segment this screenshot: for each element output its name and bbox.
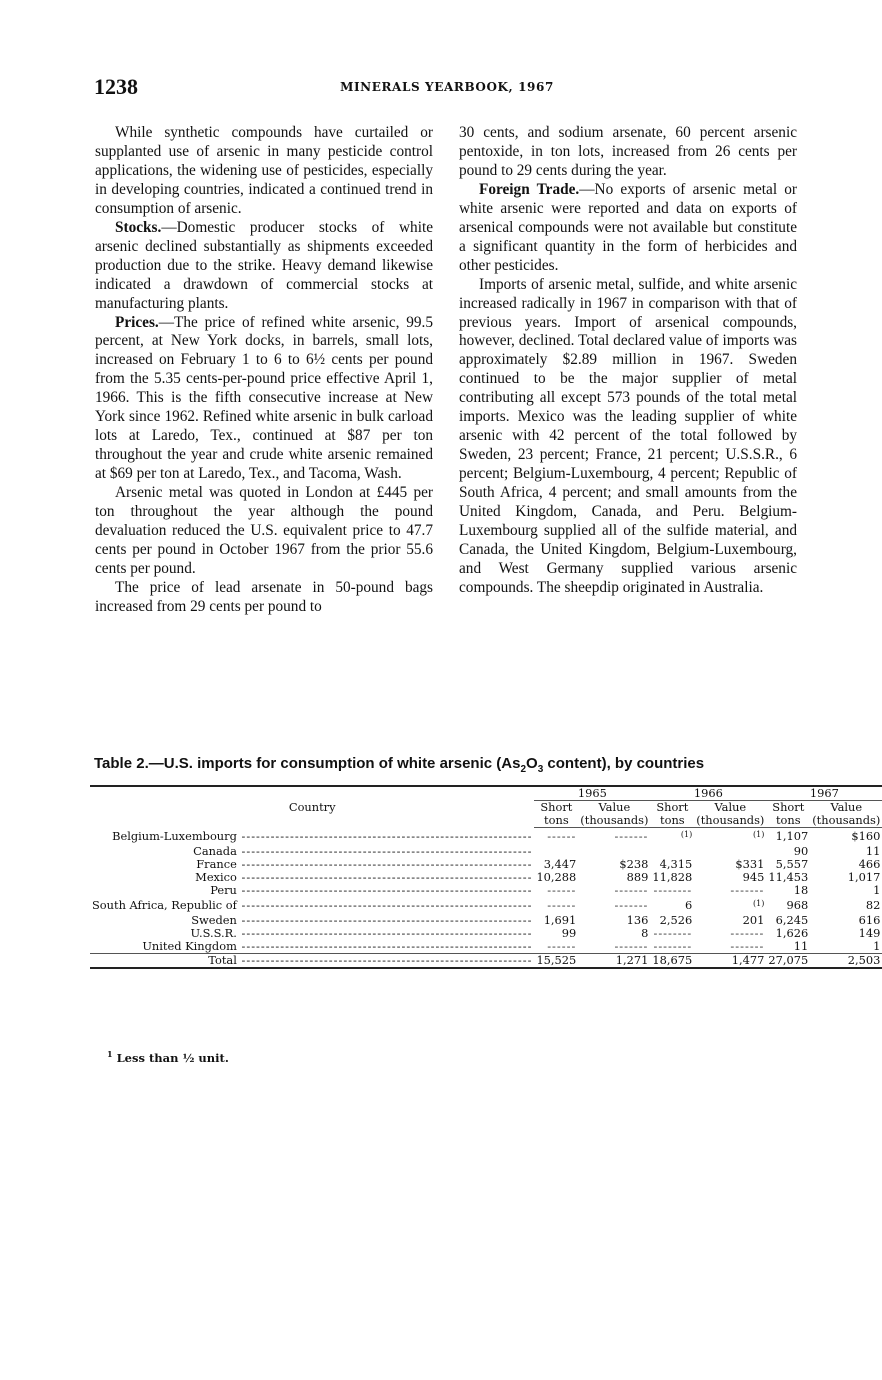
paragraph: 30 cents, and sodium arsenate, 60 percent arsenic pentoxide, in ton lots, increased from 26 cents per pound to 29 cents during the year. [459, 124, 797, 179]
table-cell: 889 [626, 869, 649, 884]
table-cell: 99 [561, 925, 577, 940]
table-row [90, 828, 882, 845]
short-tons-header: Short tons [534, 801, 578, 828]
running-title: MINERALS YEARBOOK, 1967 [340, 80, 554, 94]
country-cell: South Africa, Republic of ------------------------------------------------------------ [92, 897, 533, 912]
table-cell: 1,107 [775, 828, 809, 843]
paragraph [459, 181, 797, 276]
table-cell: 1 [873, 938, 881, 953]
table-cell: 1,691 [543, 912, 577, 927]
table-cell: 1,017 [847, 869, 881, 884]
country-cell: Sweden ------------------------------------------------------------ [191, 912, 533, 927]
country-name: South Africa, Republic of [92, 897, 237, 912]
paragraph: Arsenic metal was quoted in London at £445 per ton throughout the year although the pound devaluation reduced the U.S. equivalent price to 47.7 cents per pound in October 1967 from the prior 55.6 cents per pound. [95, 484, 433, 577]
table-cell: 6 [685, 897, 693, 912]
total-label: Total ------------------------------------------------------------ [90, 953, 534, 968]
table-cell: ------- [730, 925, 765, 940]
year-header: 1966 [650, 786, 766, 801]
table-cell: -------- [653, 938, 693, 953]
year-header: 1967 [766, 786, 882, 801]
short-tons-header: Short tons [766, 801, 810, 828]
table-cell: 149 [858, 925, 881, 940]
table-cell: ------ [547, 938, 577, 953]
total-cell: 15,525 [536, 952, 577, 967]
left-column [95, 124, 433, 617]
country-cell: U.S.S.R. ------------------------------------------------------------ [190, 925, 533, 940]
table-cell: ------ [547, 882, 577, 897]
country-cell: Peru ------------------------------------------------------------ [210, 882, 533, 897]
country-cell: Canada ------------------------------------------------------------ [193, 843, 533, 858]
paragraph: While synthetic compounds have curtailed or supplanted use of arsenic in many pesticide control applications, the widening use of pesticides, especially in developing countries, indicated a continued trend in consumption of arsenic. [95, 124, 433, 217]
total-cell: 18,675 [652, 952, 693, 967]
paragraph: The price of lead arsenate in 50-pound bags increased from 29 cents per pound to [95, 578, 433, 615]
country-column-header: Country [90, 786, 534, 828]
table-cell: 201 [742, 912, 765, 927]
right-column [459, 124, 797, 598]
country-cell: United Kingdom ------------------------------------------------------------ [142, 938, 533, 953]
table-cell: ------ [547, 897, 577, 912]
table-cell: -------- [653, 882, 693, 897]
table-cell: ------ [547, 828, 577, 843]
table-cell: 82 [865, 897, 881, 912]
table-cell: 11 [793, 938, 809, 953]
total-cell: 1,477 [694, 953, 766, 968]
table-cell: $160 [851, 828, 881, 843]
table-cell: 1,626 [775, 925, 809, 940]
paragraph-text: —No exports of arsenic metal or white arsenic were reported and data on exports of arsenical compounds were not available but constitute a significant quantity in the form of herbicides and other pesticides. [459, 180, 798, 274]
table-cell: 6,245 [775, 912, 809, 927]
table-cell: 11,828 [652, 869, 693, 884]
table-cell: 945 [742, 869, 765, 884]
table-cell: ------- [730, 938, 765, 953]
paragraph-text: —Domestic producer stocks of white arsenic declined substantially as shipments exceeded production due to the strike. Heavy demand likewise indicated a drawdown of commercial stocks at manufacturing plants. [95, 218, 433, 312]
value-header: Value (thousands) [696, 800, 765, 827]
table-cell [694, 845, 766, 858]
paragraph-text: —The price of refined white arsenic, 99.5 percent, at New York docks, in barrels, small lots, increased on February 1 to 6 to 6½ cents per pound from the 5.35 cents-per-pound price effective April 1, 1966. This is the fifth consecutive increase at New York since 1962. Refined white arsenic in bulk carload lots at Laredo, Tex., continued at $87 per ton throughout the year and crude white arsenic remained at $69 per ton at Laredo, Tex., and Tacoma, Wash. [95, 313, 433, 483]
value-header: Value (thousands) [812, 800, 881, 827]
country-cell: Belgium-Luxembourg ------------------------------------------------------------ [112, 828, 533, 843]
table-row [90, 940, 882, 954]
total-cell: 27,075 [768, 952, 809, 967]
table-cell: $331 [735, 856, 765, 871]
run-in-heading: Foreign Trade. [479, 180, 580, 198]
table-row [90, 897, 882, 914]
short-tons-header: Short tons [650, 801, 694, 828]
table-cell: ------- [614, 828, 649, 843]
table-cell: 11,453 [768, 869, 809, 884]
year-header: 1965 [534, 786, 650, 801]
run-in-heading: Prices. [115, 313, 159, 331]
total-cell: 2,503 [810, 953, 882, 968]
country-name: Belgium-Luxembourg [112, 828, 237, 843]
country-cell: France ------------------------------------------------------------ [196, 856, 533, 871]
value-header: Value (thousands) [580, 800, 649, 827]
run-in-heading: Stocks. [115, 218, 162, 236]
table-title: Table 2.—U.S. imports for consumption of white arsenic ($As_2O_3$ content), by countries [94, 755, 705, 775]
table-cell: $238 [619, 856, 649, 871]
table-cell: 968 [786, 897, 809, 912]
table-cell [650, 845, 694, 858]
country-name: United Kingdom [142, 938, 237, 953]
table-cell: 3,447 [543, 856, 577, 871]
table-cell: 136 [626, 912, 649, 927]
country-name: Sweden [191, 912, 237, 927]
country-name: France [196, 856, 237, 871]
table-cell: (1) [753, 830, 765, 839]
total-cell: 1,271 [578, 953, 650, 968]
paragraph: Imports of arsenic metal, sulfide, and white arsenic increased radically in 1967 in comparison with that of previous years. Import of arsenical compounds, however, declined. Total declared value of imports was approximately $2.89 million in 1967. Sweden continued to be the major supplier of metal contributing all except 573 pounds of the total metal imports. Mexico was the leading supplier of white arsenic with 42 percent of the total followed by Sweden, 23 percent; France, 21 percent; U.S.S.R., 6 percent; Belgium-Luxembourg, 4 percent; Republic of South Africa, 4 percent; and small amounts from the United Kingdom, Canada, and Peru. Belgium-Luxembourg supplied all of the sulfide material, and Canada, the United Kingdom, Belgium-Luxembourg, and West Germany supplied various arsenic compounds. The sheepdip originated in Australia. [459, 275, 797, 596]
page-number: 1238 [94, 74, 138, 99]
table-cell: ------- [614, 882, 649, 897]
table-body [90, 828, 882, 968]
paragraph [95, 219, 433, 314]
imports-table [90, 785, 882, 969]
table-cell: 4,315 [659, 856, 693, 871]
footnote: $^1$ Less than ½ unit. [107, 1049, 229, 1065]
table-cell: ------- [730, 882, 765, 897]
country-name: Mexico [195, 869, 237, 884]
table-cell: 1 [873, 882, 881, 897]
table-cell: ------- [614, 897, 649, 912]
table-cell: (1) [753, 898, 765, 908]
table-cell: 616 [858, 912, 881, 927]
country-cell: Mexico ------------------------------------------------------------ [195, 869, 533, 884]
table-cell: 10,288 [536, 869, 577, 884]
table-cell [534, 845, 578, 858]
table-cell: -------- [653, 925, 693, 940]
total-row [90, 953, 882, 968]
table-cell: 18 [793, 882, 809, 897]
table-cell [578, 845, 650, 858]
table-cell: 5,557 [775, 856, 809, 871]
country-name: Canada [193, 843, 237, 858]
table-cell: 8 [641, 925, 649, 940]
country-name: U.S.S.R. [190, 925, 237, 940]
table-cell: (1) [680, 830, 693, 839]
page-header [94, 74, 800, 104]
table-cell: 11 [865, 843, 881, 858]
table-cell: ------- [614, 938, 649, 953]
table-cell: 466 [858, 856, 881, 871]
country-name: Peru [210, 882, 237, 897]
table-cell: 2,526 [659, 912, 693, 927]
paragraph [95, 314, 433, 485]
table-row [90, 884, 882, 897]
table-cell: 90 [793, 843, 809, 858]
